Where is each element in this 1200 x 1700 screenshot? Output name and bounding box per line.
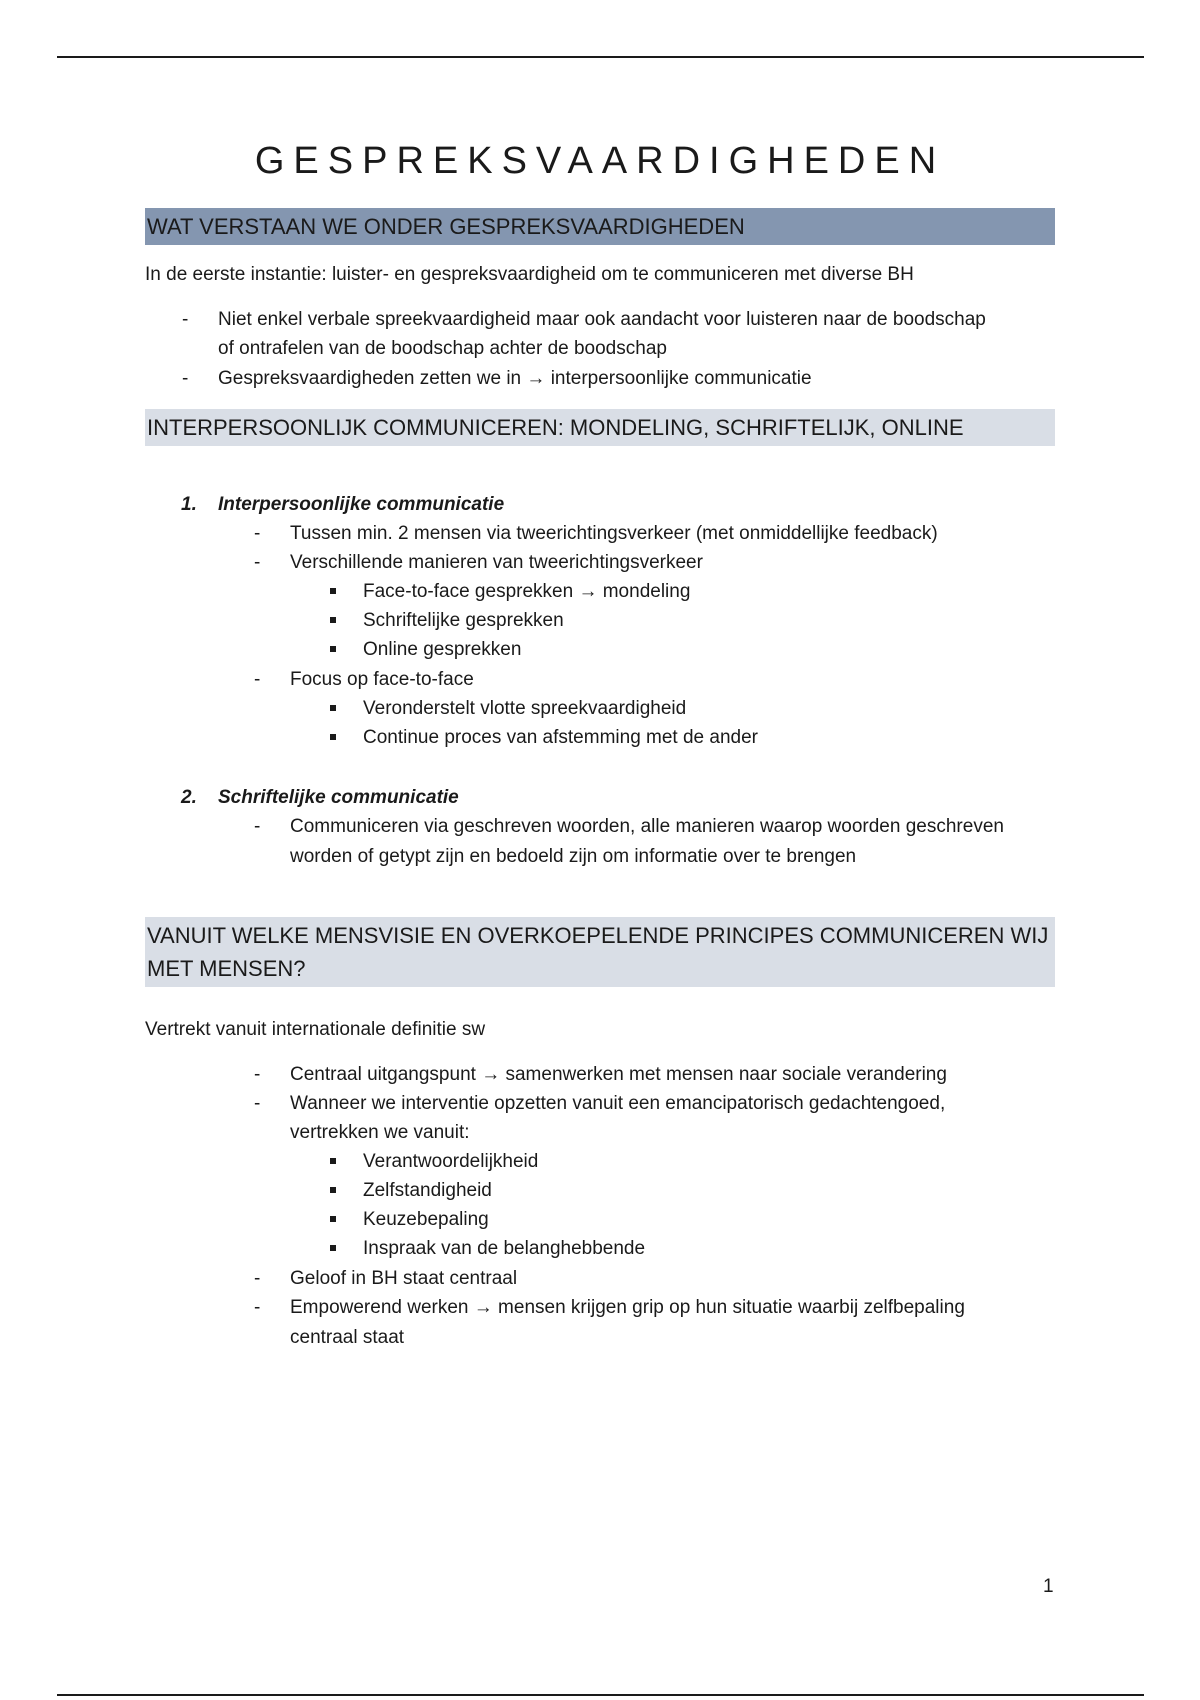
square-bullet-icon — [330, 1216, 336, 1222]
subpoint-text: Verantwoordelijkheid — [363, 1151, 539, 1172]
top-rule — [57, 56, 1144, 58]
point-text: Wanneer we interventie opzetten vanuit een emancipatorisch gedachtengoed, — [290, 1093, 946, 1114]
square-bullet-icon — [330, 617, 336, 623]
section-3-intro: Vertrekt vanuit internationale definitie sw — [145, 1019, 486, 1040]
bullet-text-part: interpersoonlijke communicatie — [550, 368, 812, 389]
subpoint-text: Schriftelijke gesprekken — [363, 610, 564, 631]
list-item-title: Interpersoonlijke communicatie — [218, 494, 505, 515]
subpoint-part: Face-to-face gesprekken — [363, 581, 574, 602]
square-bullet-icon — [330, 1187, 336, 1193]
bottom-rule — [57, 1694, 1144, 1696]
square-bullet-icon — [330, 1245, 336, 1251]
bullet-text-continued: of ontrafelen van de boodschap achter de boodschap — [218, 338, 667, 359]
point-text-continued: centraal staat — [290, 1327, 405, 1348]
point-part: mensen krijgen grip op hun situatie waarbij zelfbepaling — [498, 1297, 965, 1318]
arrow-icon: → — [473, 1297, 493, 1318]
dash-marker: - — [254, 816, 261, 837]
subpoint-text: Zelfstandigheid — [363, 1180, 492, 1201]
dash-marker: - — [254, 1093, 261, 1114]
point-part: Empowerend werken — [290, 1297, 469, 1318]
section-1-intro: In de eerste instantie: luister- en gespreksvaardigheid om te communiceren met diverse BH — [145, 264, 914, 285]
dash-marker: - — [254, 523, 261, 544]
square-bullet-icon — [330, 705, 336, 711]
page-title: GESPREKSVAARDIGHEDEN — [254, 140, 946, 182]
dash-marker: - — [182, 309, 189, 330]
arrow-icon: → — [481, 1064, 501, 1085]
square-bullet-icon — [330, 734, 336, 740]
dash-marker: - — [254, 1268, 261, 1289]
dash-marker: - — [182, 368, 189, 389]
bullet-text — [218, 364, 812, 393]
subpoint-text: Veronderstelt vlotte spreekvaardigheid — [363, 698, 687, 719]
point-part: Centraal uitgangspunt — [290, 1064, 476, 1085]
subpoint-text: Continue proces van afstemming met de ander — [363, 727, 758, 748]
point-part: samenwerken met mensen naar sociale verandering — [505, 1064, 947, 1085]
heading-line: VANUIT WELKE MENSVISIE EN OVERKOEPELENDE PRINCIPES COMMUNICEREN WIJ — [147, 923, 1049, 948]
page-number: 1 — [1043, 1576, 1054, 1597]
dash-marker: - — [254, 669, 261, 690]
bullet-text: Niet enkel verbale spreekvaardigheid maar ook aandacht voor luisteren naar de boodschap — [218, 309, 986, 330]
section-heading-1: WAT VERSTAAN WE ONDER GESPREKSVAARDIGHEDEN — [145, 208, 1055, 245]
subpoint-text: Online gesprekken — [363, 639, 522, 660]
point-text: Tussen min. 2 mensen via tweerichtingsverkeer (met onmiddellijke feedback) — [290, 523, 938, 544]
square-bullet-icon — [330, 1158, 336, 1164]
list-number: 2. — [181, 787, 197, 808]
dash-marker: - — [254, 1064, 261, 1085]
point-text: Communiceren via geschreven woorden, alle manieren waarop woorden geschreven — [290, 816, 1004, 837]
dash-marker: - — [254, 1297, 261, 1318]
square-bullet-icon — [330, 646, 336, 652]
point-text: Focus op face-to-face — [290, 669, 474, 690]
subpoint-text: Keuzebepaling — [363, 1209, 489, 1230]
heading-line: MET MENSEN? — [147, 956, 306, 981]
subpoint-part: mondeling — [602, 581, 691, 602]
point-text: Geloof in BH staat centraal — [290, 1268, 518, 1289]
arrow-icon: → — [578, 581, 598, 602]
section-heading-3 — [145, 917, 1055, 987]
list-item-title: Schriftelijke communicatie — [218, 787, 459, 808]
bullet-text-part: Gespreksvaardigheden zetten we in — [218, 368, 522, 389]
point-text — [290, 1060, 947, 1089]
arrow-icon: → — [526, 368, 546, 389]
point-text: Verschillende manieren van tweerichtingsverkeer — [290, 552, 703, 573]
point-text — [290, 1293, 965, 1322]
point-text-continued: vertrekken we vanuit: — [290, 1122, 470, 1143]
subpoint-text: Inspraak van de belanghebbende — [363, 1238, 646, 1259]
subpoint-text — [363, 577, 690, 606]
dash-marker: - — [254, 552, 261, 573]
section-heading-2: INTERPERSOONLIJK COMMUNICEREN: MONDELING, SCHRIFTELIJK, ONLINE — [145, 409, 1055, 446]
point-text-continued: worden of getypt zijn en bedoeld zijn om informatie over te brengen — [290, 846, 857, 867]
square-bullet-icon — [330, 588, 336, 594]
list-number: 1. — [181, 494, 197, 515]
